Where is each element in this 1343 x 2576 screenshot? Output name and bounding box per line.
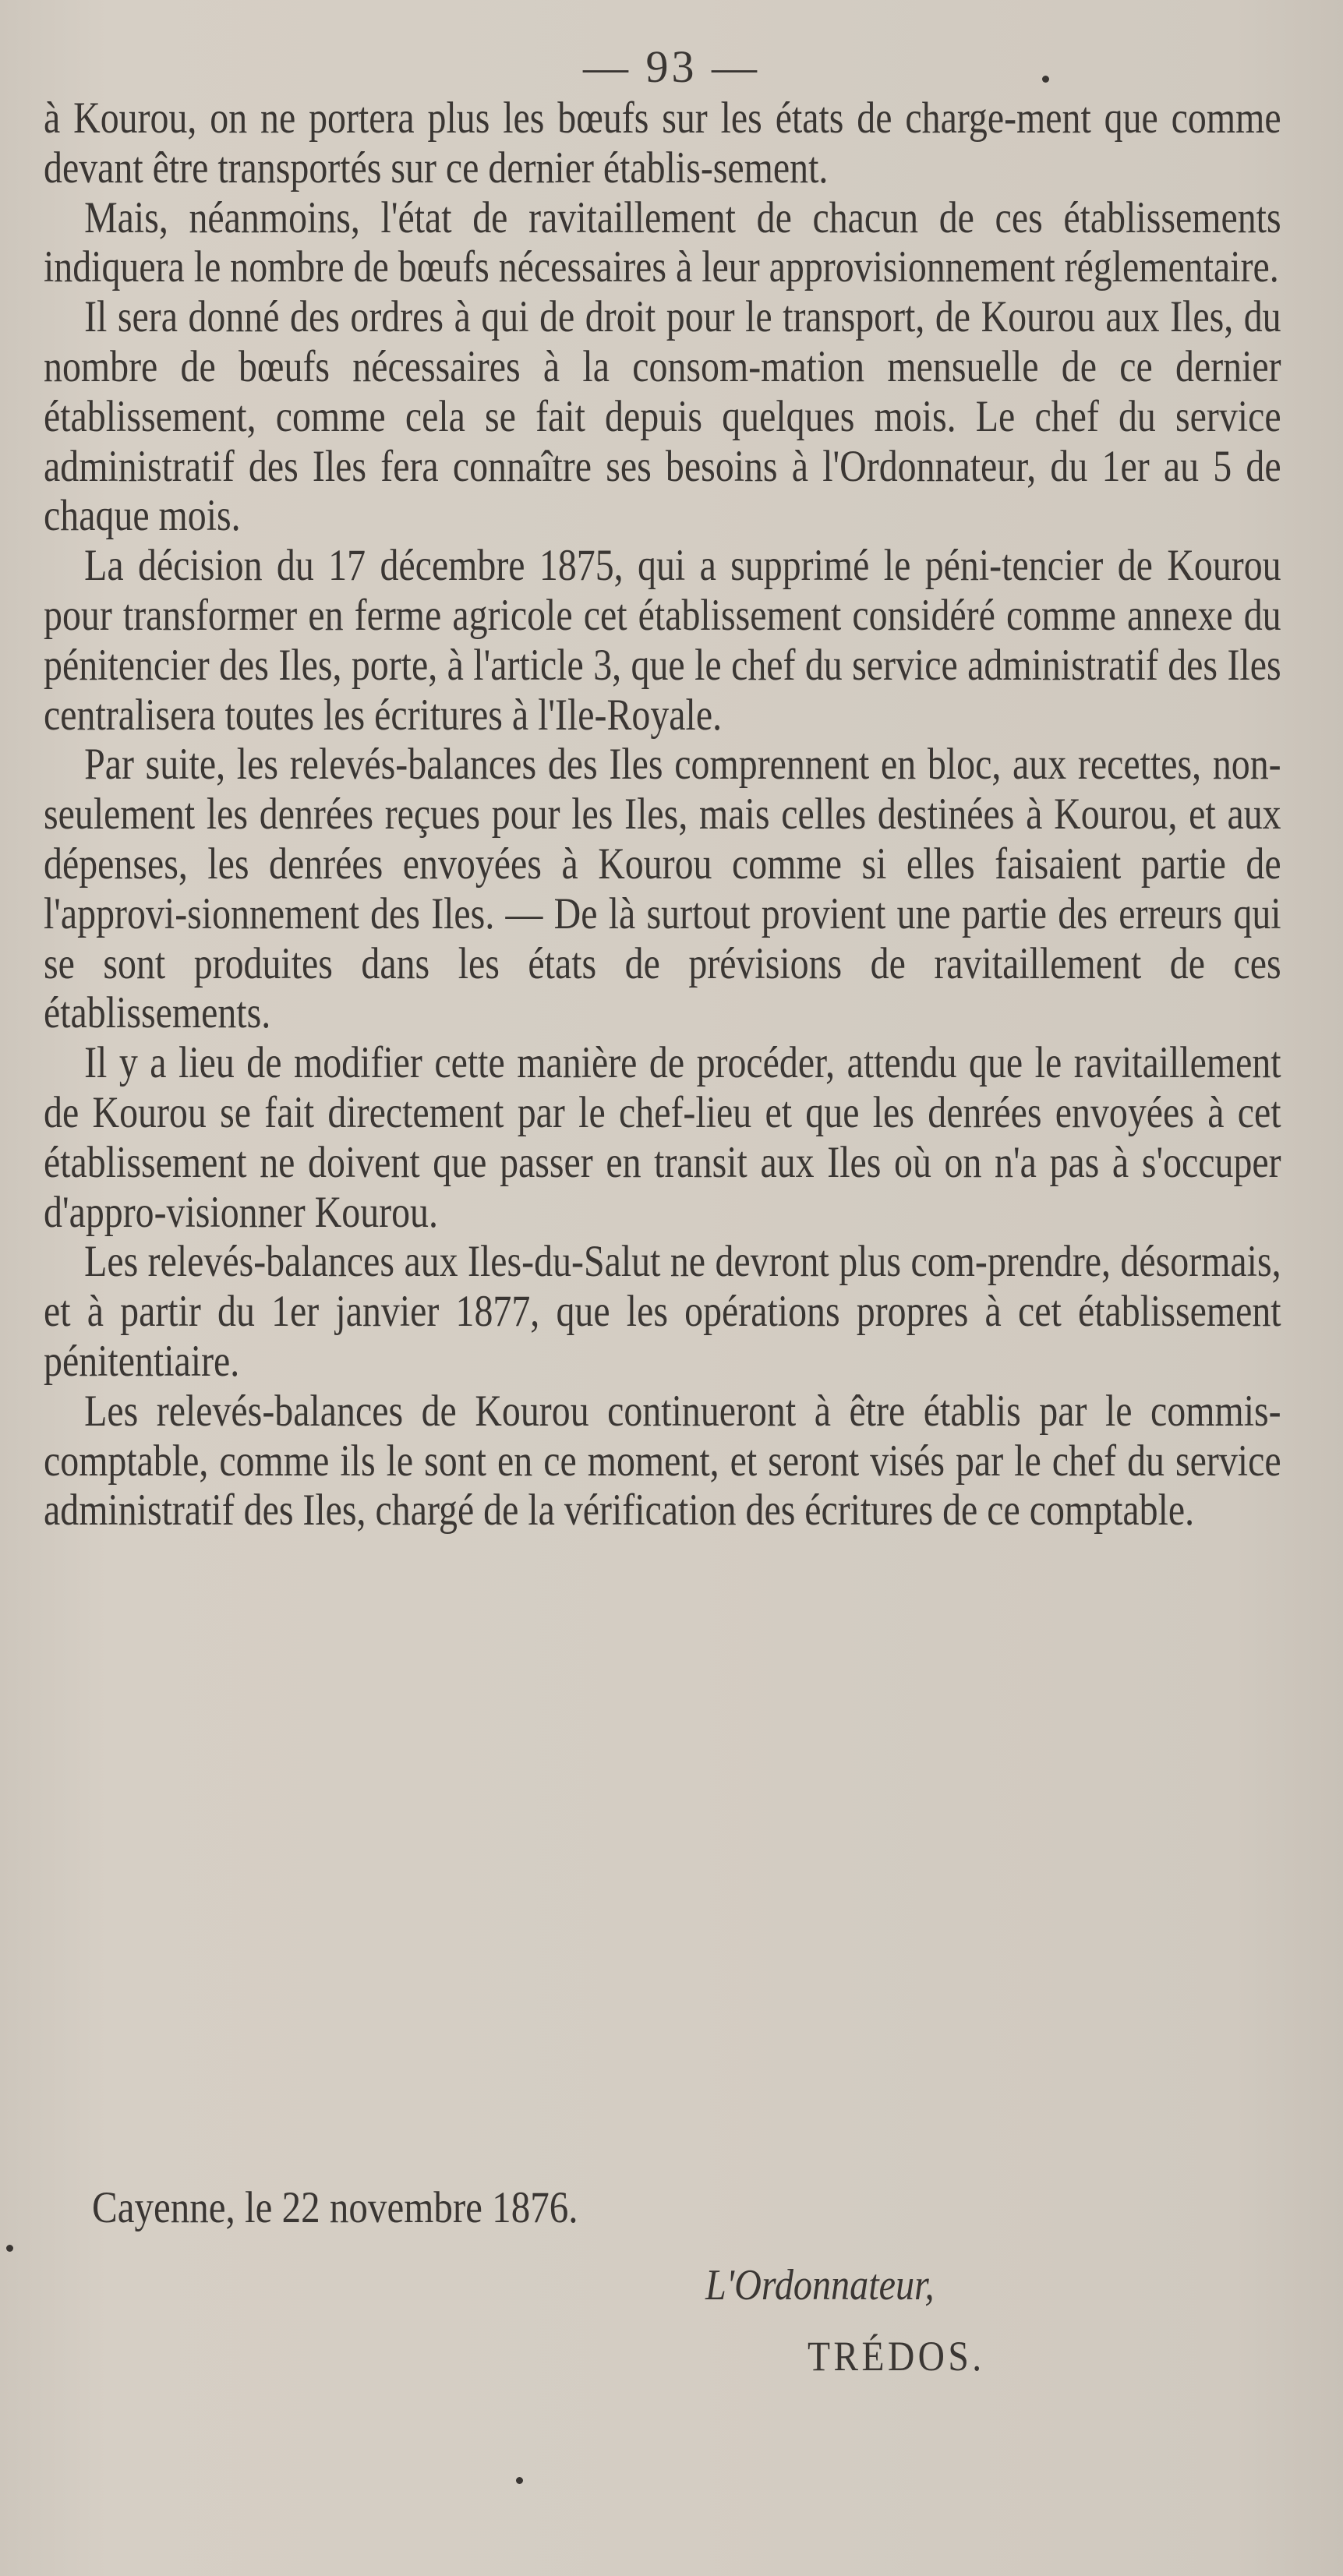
paragraph-8: Les relevés-balances de Kourou continueront à être établis par le commis-comptable, comme ils le sont en ce moment, et seront visés par le chef du service administratif des Iles, chargé de la vérification des écritures de ce comptable. [44, 1386, 1281, 1535]
paragraph-5: Par suite, les relevés-balances des Iles comprennent en bloc, aux recettes, non-seulement les denrées reçues pour les Iles, mais celles destinées à Kourou, et aux dépenses, les denrées envoyées à Kourou comme si elles faisaient partie de l'approvi-sionnement des Iles. — De là surtout provient une partie des erreurs qui se sont produites dans les états de prévisions de ravitaillement de ces établissements. [44, 740, 1281, 1038]
paragraph-7: Les relevés-balances aux Iles-du-Salut ne devront plus com-prendre, désormais, et à partir du 1er janvier 1877, que les opérations propres à cet établissement pénitentiaire. [44, 1237, 1281, 1386]
date-line: Cayenne, le 22 novembre 1876. [92, 2183, 578, 2232]
page-number-header: — 93 — [583, 41, 760, 92]
ink-speck [516, 2477, 523, 2484]
body-text [44, 94, 1281, 1535]
paragraph-4: La décision du 17 décembre 1875, qui a supprimé le péni-tencier de Kourou pour transformer en ferme agricole cet établissement considéré comme annexe du pénitencier des Iles, porte, à l'article 3, que le chef du service administratif des Iles centralisera toutes les écritures à l'Ile-Royale. [44, 541, 1281, 740]
paragraph-3: Il sera donné des ordres à qui de droit pour le transport, de Kourou aux Iles, du nombre de bœufs nécessaires à la consom-mation mensuelle de ce dernier établissement, comme cela se fait depuis quelques mois. Le chef du service administratif des Iles fera connaître ses besoins à l'Ordonnateur, du 1er au 5 de chaque mois. [44, 292, 1281, 541]
paragraph-2: Mais, néanmoins, l'état de ravitaillement de chacun de ces établissements indiquera le nombre de bœufs nécessaires à leur approvisionnement réglementaire. [44, 193, 1281, 292]
ink-speck [1042, 76, 1049, 83]
signer-name: TRÉDOS. [808, 2333, 985, 2380]
paragraph-1: à Kourou, on ne portera plus les bœufs sur les états de charge-ment que comme devant être transportés sur ce dernier établis-sement. [44, 94, 1281, 193]
signer-title: L'Ordonnateur, [705, 2261, 935, 2309]
paragraph-6: Il y a lieu de modifier cette manière de procéder, attendu que le ravitaillement de Kourou se fait directement par le chef-lieu et que les denrées envoyées à cet établissement ne doivent que passer en transit aux Iles où on n'a pas à s'occuper d'appro-visionner Kourou. [44, 1038, 1281, 1237]
ink-speck [6, 2245, 13, 2252]
